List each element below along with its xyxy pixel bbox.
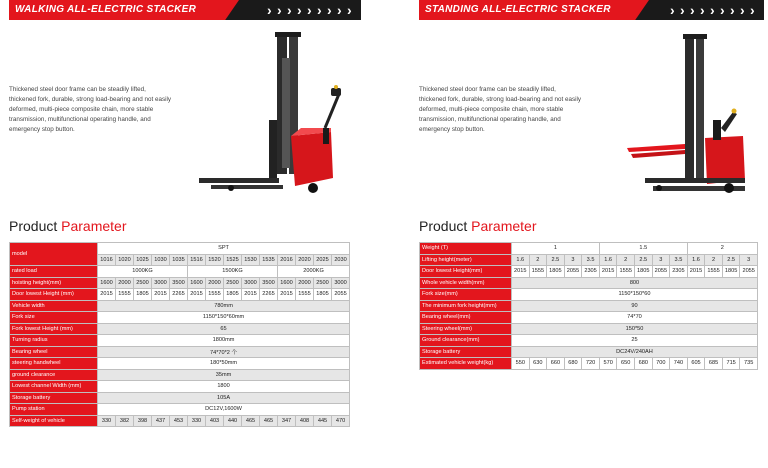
door-value: 2265 xyxy=(260,289,278,301)
row-label: Lowest channel Width (mm) xyxy=(10,381,98,393)
model-code: 1516 xyxy=(188,254,206,266)
model-code: 1025 xyxy=(134,254,152,266)
door-value: 2055 xyxy=(564,266,582,278)
walking-stacker-banner xyxy=(9,0,361,20)
rated-load-value: 2000KG xyxy=(278,266,350,278)
row-value: 25 xyxy=(512,335,758,347)
weight-value: 330 xyxy=(98,415,116,427)
door-value: 2015 xyxy=(188,289,206,301)
lifting-row xyxy=(420,254,758,266)
lifting-value: 2.5 xyxy=(722,254,740,266)
model-code: 1016 xyxy=(98,254,116,266)
row-value: 180*50mm xyxy=(98,358,350,370)
door-value: 2055 xyxy=(652,266,670,278)
lifting-value: 1.6 xyxy=(512,254,530,266)
model-code: 2025 xyxy=(314,254,332,266)
weight-value: 465 xyxy=(260,415,278,427)
spec-row xyxy=(420,289,758,301)
row-label: Steering wheel(mm) xyxy=(420,323,512,335)
lifting-value: 1.6 xyxy=(687,254,705,266)
lifting-value: 3 xyxy=(652,254,670,266)
door-value: 2015 xyxy=(152,289,170,301)
row-label: Pump station xyxy=(10,404,98,416)
spec-row xyxy=(420,335,758,347)
weight-value: 605 xyxy=(687,358,705,370)
model-code: 2020 xyxy=(296,254,314,266)
model-code: 2016 xyxy=(278,254,296,266)
standing-stacker-banner xyxy=(419,0,764,20)
spec-row xyxy=(420,312,758,324)
row-label: rated load xyxy=(10,266,98,278)
section-title: Product Parameter xyxy=(9,218,127,234)
weight-value: 465 xyxy=(242,415,260,427)
door-value: 1555 xyxy=(529,266,547,278)
weight-value: 398 xyxy=(134,415,152,427)
row-value: 800 xyxy=(512,277,758,289)
row-value: 65 xyxy=(98,323,350,335)
weight-value: 330 xyxy=(188,415,206,427)
door-value: 1805 xyxy=(134,289,152,301)
hoisting-value: 2500 xyxy=(314,277,332,289)
row-label: steering handwheel xyxy=(10,358,98,370)
row-label: Fork size(mm) xyxy=(420,289,512,301)
weight-value: 347 xyxy=(278,415,296,427)
spec-row xyxy=(10,312,350,324)
hoisting-value: 1600 xyxy=(188,277,206,289)
door-value: 2305 xyxy=(670,266,688,278)
rated-load-value: 1500KG xyxy=(188,266,278,278)
weight-value: 570 xyxy=(599,358,617,370)
row-label: Turning radius xyxy=(10,335,98,347)
door-row xyxy=(420,266,758,278)
spec-row xyxy=(10,381,350,393)
door-value: 2055 xyxy=(740,266,758,278)
door-value: 2015 xyxy=(687,266,705,278)
model-code: 1030 xyxy=(152,254,170,266)
row-value: 74*70 xyxy=(512,312,758,324)
weight-value: 437 xyxy=(152,415,170,427)
model-code: 2030 xyxy=(332,254,350,266)
door-value: 2015 xyxy=(242,289,260,301)
weight-value: 550 xyxy=(512,358,530,370)
weight-value: 700 xyxy=(652,358,670,370)
lifting-value: 2 xyxy=(529,254,547,266)
row-value: 1800 xyxy=(98,381,350,393)
door-value: 1555 xyxy=(206,289,224,301)
spec-row xyxy=(10,392,350,404)
lifting-value: 1.6 xyxy=(599,254,617,266)
hoisting-value: 3000 xyxy=(152,277,170,289)
hoisting-value: 1600 xyxy=(278,277,296,289)
row-value: 74*70*2 个 xyxy=(98,346,350,358)
lifting-value: 3 xyxy=(564,254,582,266)
model-code: 1530 xyxy=(242,254,260,266)
row-label: Self-weight of vehicle xyxy=(10,415,98,427)
row-label: Vehicle width xyxy=(10,300,98,312)
weight-value: 630 xyxy=(529,358,547,370)
weight-value: 440 xyxy=(224,415,242,427)
chevrons-icon: › › › › › › › › › xyxy=(670,2,755,18)
weight-value: 735 xyxy=(740,358,758,370)
row-label: Ground clearance(mm) xyxy=(420,335,512,347)
hoisting-row xyxy=(10,277,350,289)
hoisting-value: 2500 xyxy=(224,277,242,289)
door-value: 2015 xyxy=(278,289,296,301)
spec-row xyxy=(10,358,350,370)
product-description: Thickened steel door frame can be steadily lifted, thickened fork, durable, strong load-bearing and not easily deformed, multi-piece composite chain, more stable transmission, multifunctional operating handle, and emergency stop button. xyxy=(419,86,582,133)
door-value: 2015 xyxy=(599,266,617,278)
hoisting-value: 2000 xyxy=(116,277,134,289)
standing-stacker-image xyxy=(625,28,760,198)
row-label: Fork lowest Height (mm) xyxy=(10,323,98,335)
model-value: SPT xyxy=(98,243,350,255)
door-row xyxy=(10,289,350,301)
weight-value: 403 xyxy=(206,415,224,427)
row-value: 35mm xyxy=(98,369,350,381)
row-value: 1150*150*60 xyxy=(512,289,758,301)
row-value: DC12V,1600W xyxy=(98,404,350,416)
lifting-value: 2 xyxy=(705,254,723,266)
lifting-value: 2.5 xyxy=(547,254,565,266)
row-value: 105A xyxy=(98,392,350,404)
weight-value: 685 xyxy=(705,358,723,370)
door-value: 2305 xyxy=(582,266,600,278)
weight-value: 740 xyxy=(670,358,688,370)
weight-value: 470 xyxy=(332,415,350,427)
row-value: DC24V/240AH xyxy=(512,346,758,358)
rated-load-value: 1000KG xyxy=(98,266,188,278)
lifting-value: 3 xyxy=(740,254,758,266)
door-value: 2015 xyxy=(512,266,530,278)
row-label: Bearing wheel xyxy=(10,346,98,358)
hoisting-value: 2000 xyxy=(206,277,224,289)
hoisting-value: 3000 xyxy=(242,277,260,289)
weight-value: 680 xyxy=(635,358,653,370)
lifting-value: 3.5 xyxy=(582,254,600,266)
weight-t-value: 1.5 xyxy=(599,243,687,255)
spec-row xyxy=(420,300,758,312)
spec-row xyxy=(10,335,350,347)
row-label: Storage battery xyxy=(420,346,512,358)
standing-parameter-table xyxy=(419,242,758,370)
weight-value: 445 xyxy=(314,415,332,427)
section-title: Product Parameter xyxy=(419,218,537,234)
hoisting-value: 3500 xyxy=(170,277,188,289)
door-value: 2055 xyxy=(332,289,350,301)
standing-stacker-panel xyxy=(419,0,764,367)
door-value: 1555 xyxy=(617,266,635,278)
row-label: model xyxy=(10,243,98,266)
spec-row xyxy=(10,323,350,335)
hoisting-value: 3000 xyxy=(332,277,350,289)
row-value: 1800mm xyxy=(98,335,350,347)
model-code: 1035 xyxy=(170,254,188,266)
banner-title: WALKING ALL-ELECTRIC STACKER xyxy=(15,4,197,15)
door-value: 1805 xyxy=(224,289,242,301)
model-code: 1020 xyxy=(116,254,134,266)
weight-t-row xyxy=(420,243,758,255)
door-value: 2015 xyxy=(98,289,116,301)
walking-stacker-image xyxy=(191,28,341,198)
weight-t-value: 2 xyxy=(687,243,757,255)
model-code: 1525 xyxy=(224,254,242,266)
weight-value: 660 xyxy=(547,358,565,370)
lifting-value: 3.5 xyxy=(670,254,688,266)
spec-row xyxy=(420,346,758,358)
weight-value: 715 xyxy=(722,358,740,370)
row-label: Door lowest Height(mm) xyxy=(420,266,512,278)
spec-row xyxy=(420,323,758,335)
hoisting-value: 2000 xyxy=(296,277,314,289)
row-label: ground clearance xyxy=(10,369,98,381)
lifting-value: 2.5 xyxy=(635,254,653,266)
weight-value: 650 xyxy=(617,358,635,370)
door-value: 1805 xyxy=(314,289,332,301)
weight-value: 408 xyxy=(296,415,314,427)
lifting-value: 2 xyxy=(617,254,635,266)
row-label: Whole vehicle width(mm) xyxy=(420,277,512,289)
door-value: 1555 xyxy=(116,289,134,301)
door-value: 2265 xyxy=(170,289,188,301)
hoisting-value: 3500 xyxy=(260,277,278,289)
walking-parameter-table xyxy=(9,242,350,427)
walking-stacker-panel xyxy=(9,0,361,424)
row-label: Estimated vehicle weight(kg) xyxy=(420,358,512,370)
spec-row xyxy=(420,277,758,289)
hoisting-value: 1600 xyxy=(98,277,116,289)
row-label: Bearing wheel(mm) xyxy=(420,312,512,324)
weight-t-value: 1 xyxy=(512,243,600,255)
row-label: Storage battery xyxy=(10,392,98,404)
row-label: The minimum fork height(mm) xyxy=(420,300,512,312)
rated-load-row xyxy=(10,266,350,278)
chevrons-icon: › › › › › › › › › xyxy=(267,2,352,18)
weight-row xyxy=(10,415,350,427)
row-label: Lifting height(meter) xyxy=(420,254,512,266)
weight-value: 382 xyxy=(116,415,134,427)
row-value: 90 xyxy=(512,300,758,312)
row-label: Weight (T) xyxy=(420,243,512,255)
row-label: Door lowest Height (mm) xyxy=(10,289,98,301)
door-value: 1805 xyxy=(635,266,653,278)
banner-title: STANDING ALL-ELECTRIC STACKER xyxy=(425,4,611,15)
weight-value: 680 xyxy=(564,358,582,370)
spec-row xyxy=(10,404,350,416)
row-value: 150*50 xyxy=(512,323,758,335)
row-label: Fork size xyxy=(10,312,98,324)
row-value: 780mm xyxy=(98,300,350,312)
weight-value: 720 xyxy=(582,358,600,370)
door-value: 1805 xyxy=(547,266,565,278)
spec-row xyxy=(10,300,350,312)
model-row xyxy=(10,243,350,255)
door-value: 1555 xyxy=(705,266,723,278)
model-code: 1535 xyxy=(260,254,278,266)
row-value: 1150*150*60mm xyxy=(98,312,350,324)
model-code: 1520 xyxy=(206,254,224,266)
weight-row xyxy=(420,358,758,370)
door-value: 1805 xyxy=(722,266,740,278)
hoisting-value: 2500 xyxy=(134,277,152,289)
spec-row xyxy=(10,346,350,358)
weight-value: 453 xyxy=(170,415,188,427)
door-value: 1555 xyxy=(296,289,314,301)
spec-row xyxy=(10,369,350,381)
row-label: hoisting height(mm) xyxy=(10,277,98,289)
product-description: Thickened steel door frame can be steadily lifted, thickened fork, durable, strong load-bearing and not easily deformed, multi-piece composite chain, more stable transmission, multifunctional operating handle, and emergency stop button. xyxy=(9,86,172,133)
